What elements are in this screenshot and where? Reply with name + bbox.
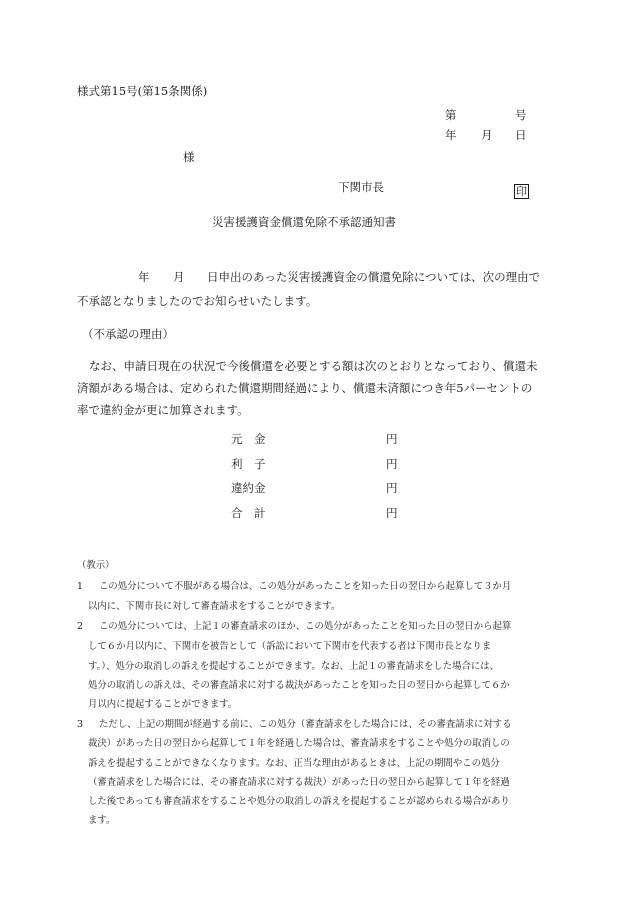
- doc-number-suffix: 号: [515, 108, 527, 122]
- amount-label-principal: 元 金: [231, 432, 266, 446]
- addressee-suffix: 様: [183, 150, 195, 164]
- notice-item-2-number: 2: [77, 621, 83, 632]
- date-month: 月: [481, 128, 493, 142]
- form-number: 様式第15号(第15条関係): [77, 84, 208, 98]
- amount-label-interest: 利 子: [231, 457, 266, 471]
- notice-item-2-line: この処分については、上記１の審査請求のほか、この処分があったことを知った日の翌日から起算: [99, 621, 512, 632]
- amount-unit-total: 円: [386, 506, 398, 520]
- notice-item-3-line: （審査請求をした場合には、その審査請求に対する裁決）があった日の翌日から起算して１年を経過: [88, 777, 510, 788]
- doc-number-prefix: 第: [445, 108, 457, 122]
- notice-item-2-line: して６か月以内に、下関市を被告として（訴訟において下関市を代表する者は下関市長となりま: [88, 641, 492, 652]
- notice-item-3-line: ただし、上記の期間が経過する前に、この処分（審査請求をした場合には、その審査請求に対する: [99, 719, 512, 730]
- amount-label-penalty: 違約金: [231, 481, 266, 495]
- body-p1-line2: 不承認となりましたのでお知らせいたします。: [77, 294, 318, 308]
- body-p2-line1: なお、申請日現在の状況で今後償還を必要とする額は次のとおりとなっており、償還未: [89, 359, 538, 373]
- notice-item-2-line: 処分の取消しの訴えは、その審査請求に対する裁決があったことを知った日の翌日から起算して６か: [88, 680, 510, 691]
- notice-item-3-line: ます。: [88, 815, 116, 826]
- amount-unit-penalty: 円: [386, 481, 398, 495]
- seal-icon: 印: [516, 185, 527, 198]
- amount-label-total: 合 計: [231, 506, 266, 520]
- notice-item-1-line: 以内に、下関市長に対して審査請求をすることができます。: [88, 601, 341, 612]
- document-title: 災害援護資金償還免除不承認通知書: [212, 215, 396, 229]
- notice-item-3-line: した後であっても審査請求をすることや処分の取消しの訴えを提起することが認められる場合があり: [88, 796, 510, 807]
- reason-heading: （不承認の理由）: [82, 327, 174, 341]
- body-year: 年: [138, 270, 150, 284]
- seal-mark: [514, 180, 529, 199]
- body-p2-line3: 率で違約金が更に加算されます。: [77, 403, 249, 417]
- notice-item-1-line: この処分について不服がある場合は、この処分があったことを知った日の翌日から起算して３か月: [99, 581, 512, 592]
- notice-item-3-line: 訴えを提起することができなくなります。なお、正当な理由があるときは、上記の期間やこの処分: [88, 758, 500, 769]
- date-day: 日: [515, 128, 527, 142]
- notice-item-2-line: 月以内に提起することができます。: [88, 699, 238, 710]
- notice-item-2-line: す。）、処分の取消しの訴えを提起することができます。なお、上記１の審査請求をした場合には、: [88, 661, 499, 672]
- body-p1-line1: 日申出のあった災害援護資金の償還免除については、次の理由で: [207, 270, 541, 284]
- notice-item-1-number: 1: [77, 581, 83, 592]
- issuer-name: 下関市長: [338, 180, 384, 194]
- date-year: 年: [445, 128, 457, 142]
- body-month: 月: [173, 270, 185, 284]
- amount-unit-interest: 円: [386, 457, 398, 471]
- notice-heading: （教示）: [77, 560, 115, 571]
- notice-item-3-number: 3: [77, 719, 83, 730]
- body-p2-line2: 済額がある場合は、定められた償還期間経過により、償還未済額につき年5パーセントの: [77, 381, 533, 395]
- amount-unit-principal: 円: [386, 432, 398, 446]
- notice-item-3-line: 裁決）があった日の翌日から起算して１年を経過した場合は、審査請求をすることや処分の取消しの: [88, 738, 510, 749]
